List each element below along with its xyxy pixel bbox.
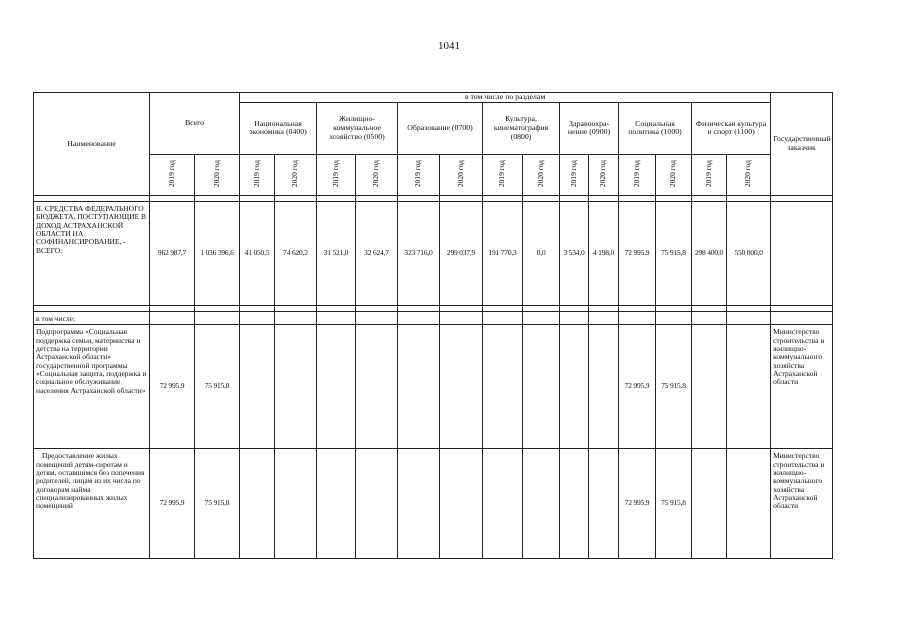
header-customer: Государственный заказчик: [771, 93, 833, 196]
row-customer: [771, 201, 833, 305]
header-section-0500: Жилищно-коммунальное хозяйство (0500): [317, 102, 398, 154]
table-cell: 298 400,0: [692, 201, 727, 305]
table-cell: 41 050,5: [240, 201, 275, 305]
table-cell: [727, 325, 771, 449]
row-name-including: в том числе:: [34, 311, 150, 324]
table-cell: 75 915,8: [656, 325, 692, 449]
year-2019-1100: 2019 год: [692, 154, 727, 195]
header-total: Всего: [150, 93, 240, 155]
table-row: [34, 449, 833, 559]
table-cell: [440, 325, 483, 449]
row-name-subprogram: Подпрограмма «Социальная поддержка семьи, материнства и детства на территории Астраханской области» государственной программы «Социальная защита, поддержка и социальное обслуживание населения Астраханской области»: [34, 325, 150, 449]
budget-table: [33, 92, 833, 559]
table-cell: [483, 325, 523, 449]
year-2019-total: 2019 год: [150, 154, 195, 195]
year-2020-total: 2020 год: [195, 154, 240, 195]
year-2020-0700: 2020 год: [440, 154, 483, 195]
table-cell: 72 995,9: [619, 325, 656, 449]
row-customer: Министерство строительства и жилищно-коммунального хозяйства Астраханской области: [771, 325, 833, 449]
year-2019-0700: 2019 год: [398, 154, 440, 195]
table-cell: [560, 449, 589, 559]
table-row: [34, 201, 833, 305]
year-2020-0400: 2020 год: [275, 154, 317, 195]
table-cell: [589, 449, 619, 559]
table-cell: [440, 449, 483, 559]
table-cell: [317, 325, 356, 449]
header-section-0400: Национальная экономика (0400): [240, 102, 317, 154]
table-cell: 3 534,0: [560, 201, 589, 305]
table-row: [34, 311, 833, 324]
table-row: [34, 325, 833, 449]
year-2020-0800: 2020 год: [523, 154, 560, 195]
header-row-1: [34, 93, 833, 103]
table-cell: 75 915,8: [656, 449, 692, 559]
header-row-years: [34, 154, 833, 195]
table-cell: [356, 449, 398, 559]
table-cell: 72 995,9: [150, 449, 195, 559]
year-2019-0500: 2019 год: [317, 154, 356, 195]
header-section-1000: Социальная политика (1000): [619, 102, 692, 154]
table-cell: 32 624,7: [356, 201, 398, 305]
row-customer: Министерство строительства и жилищно-коммунального хозяйства Астраханской области: [771, 449, 833, 559]
table-cell: 74 620,2: [275, 201, 317, 305]
table-cell: 4 198,0: [589, 201, 619, 305]
header-section-0800: Культура, кинематография (0800): [483, 102, 560, 154]
table-cell: [560, 325, 589, 449]
year-2019-1000: 2019 год: [619, 154, 656, 195]
table-cell: 191 770,3: [483, 201, 523, 305]
table-cell: [523, 449, 560, 559]
table-cell: [240, 449, 275, 559]
table-cell: [727, 449, 771, 559]
year-2019-0800: 2019 год: [483, 154, 523, 195]
table-cell: 323 716,0: [398, 201, 440, 305]
table-cell: 0,0: [523, 201, 560, 305]
table-cell: [692, 449, 727, 559]
header-section-0700: Образование (0700): [398, 102, 483, 154]
table-cell: [275, 449, 317, 559]
header-section-0900: Здравоохра-нение (0900): [560, 102, 619, 154]
year-2019-0400: 2019 год: [240, 154, 275, 195]
table-cell: [483, 449, 523, 559]
table-cell: 962 987,7: [150, 201, 195, 305]
table-cell: [398, 449, 440, 559]
table-cell: [523, 325, 560, 449]
table-cell: [317, 449, 356, 559]
year-2020-0500: 2020 год: [356, 154, 398, 195]
header-section-1100: Физическая культура и спорт (1100): [692, 102, 771, 154]
year-2020-0900: 2020 год: [589, 154, 619, 195]
page-number: 1041: [438, 40, 460, 52]
table-cell: [240, 325, 275, 449]
year-2020-1000: 2020 год: [656, 154, 692, 195]
table-cell: 75 915,8: [195, 449, 240, 559]
table-cell: 75 915,8: [195, 325, 240, 449]
year-2020-1100: 2020 год: [727, 154, 771, 195]
table-cell: [692, 325, 727, 449]
table-cell: [356, 325, 398, 449]
table-cell: 299 037,9: [440, 201, 483, 305]
table-cell: [398, 325, 440, 449]
table-cell: 1 036 396,6: [195, 201, 240, 305]
table-cell: 550 000,0: [727, 201, 771, 305]
table-cell: [589, 325, 619, 449]
table-cell: 72 995,9: [619, 201, 656, 305]
table-cell: 72 995,9: [619, 449, 656, 559]
row-name-housing: Предоставление жилых помещений детям-сиротам и детям, оставшимся без попечения родителей, лицам из их числа по договорам найма специализированных жилых помещений: [34, 449, 150, 559]
year-2019-0900: 2019 год: [560, 154, 589, 195]
table-cell: 31 521,0: [317, 201, 356, 305]
header-name: Наименование: [34, 93, 150, 196]
table-cell: 72 995,9: [150, 325, 195, 449]
row-name-federal-total: II. СРЕДСТВА ФЕДЕРАЛЬНОГО БЮДЖЕТА, ПОСТУПАЮЩИЕ В ДОХОД АСТРАХАНСКОЙ ОБЛАСТИ НА СОФИНАНСИРОВАНИЕ, - ВСЕГО:: [34, 201, 150, 305]
table-cell: 75 915,8: [656, 201, 692, 305]
table-cell: [275, 325, 317, 449]
header-sections-group: в том числе по разделам: [240, 93, 771, 103]
